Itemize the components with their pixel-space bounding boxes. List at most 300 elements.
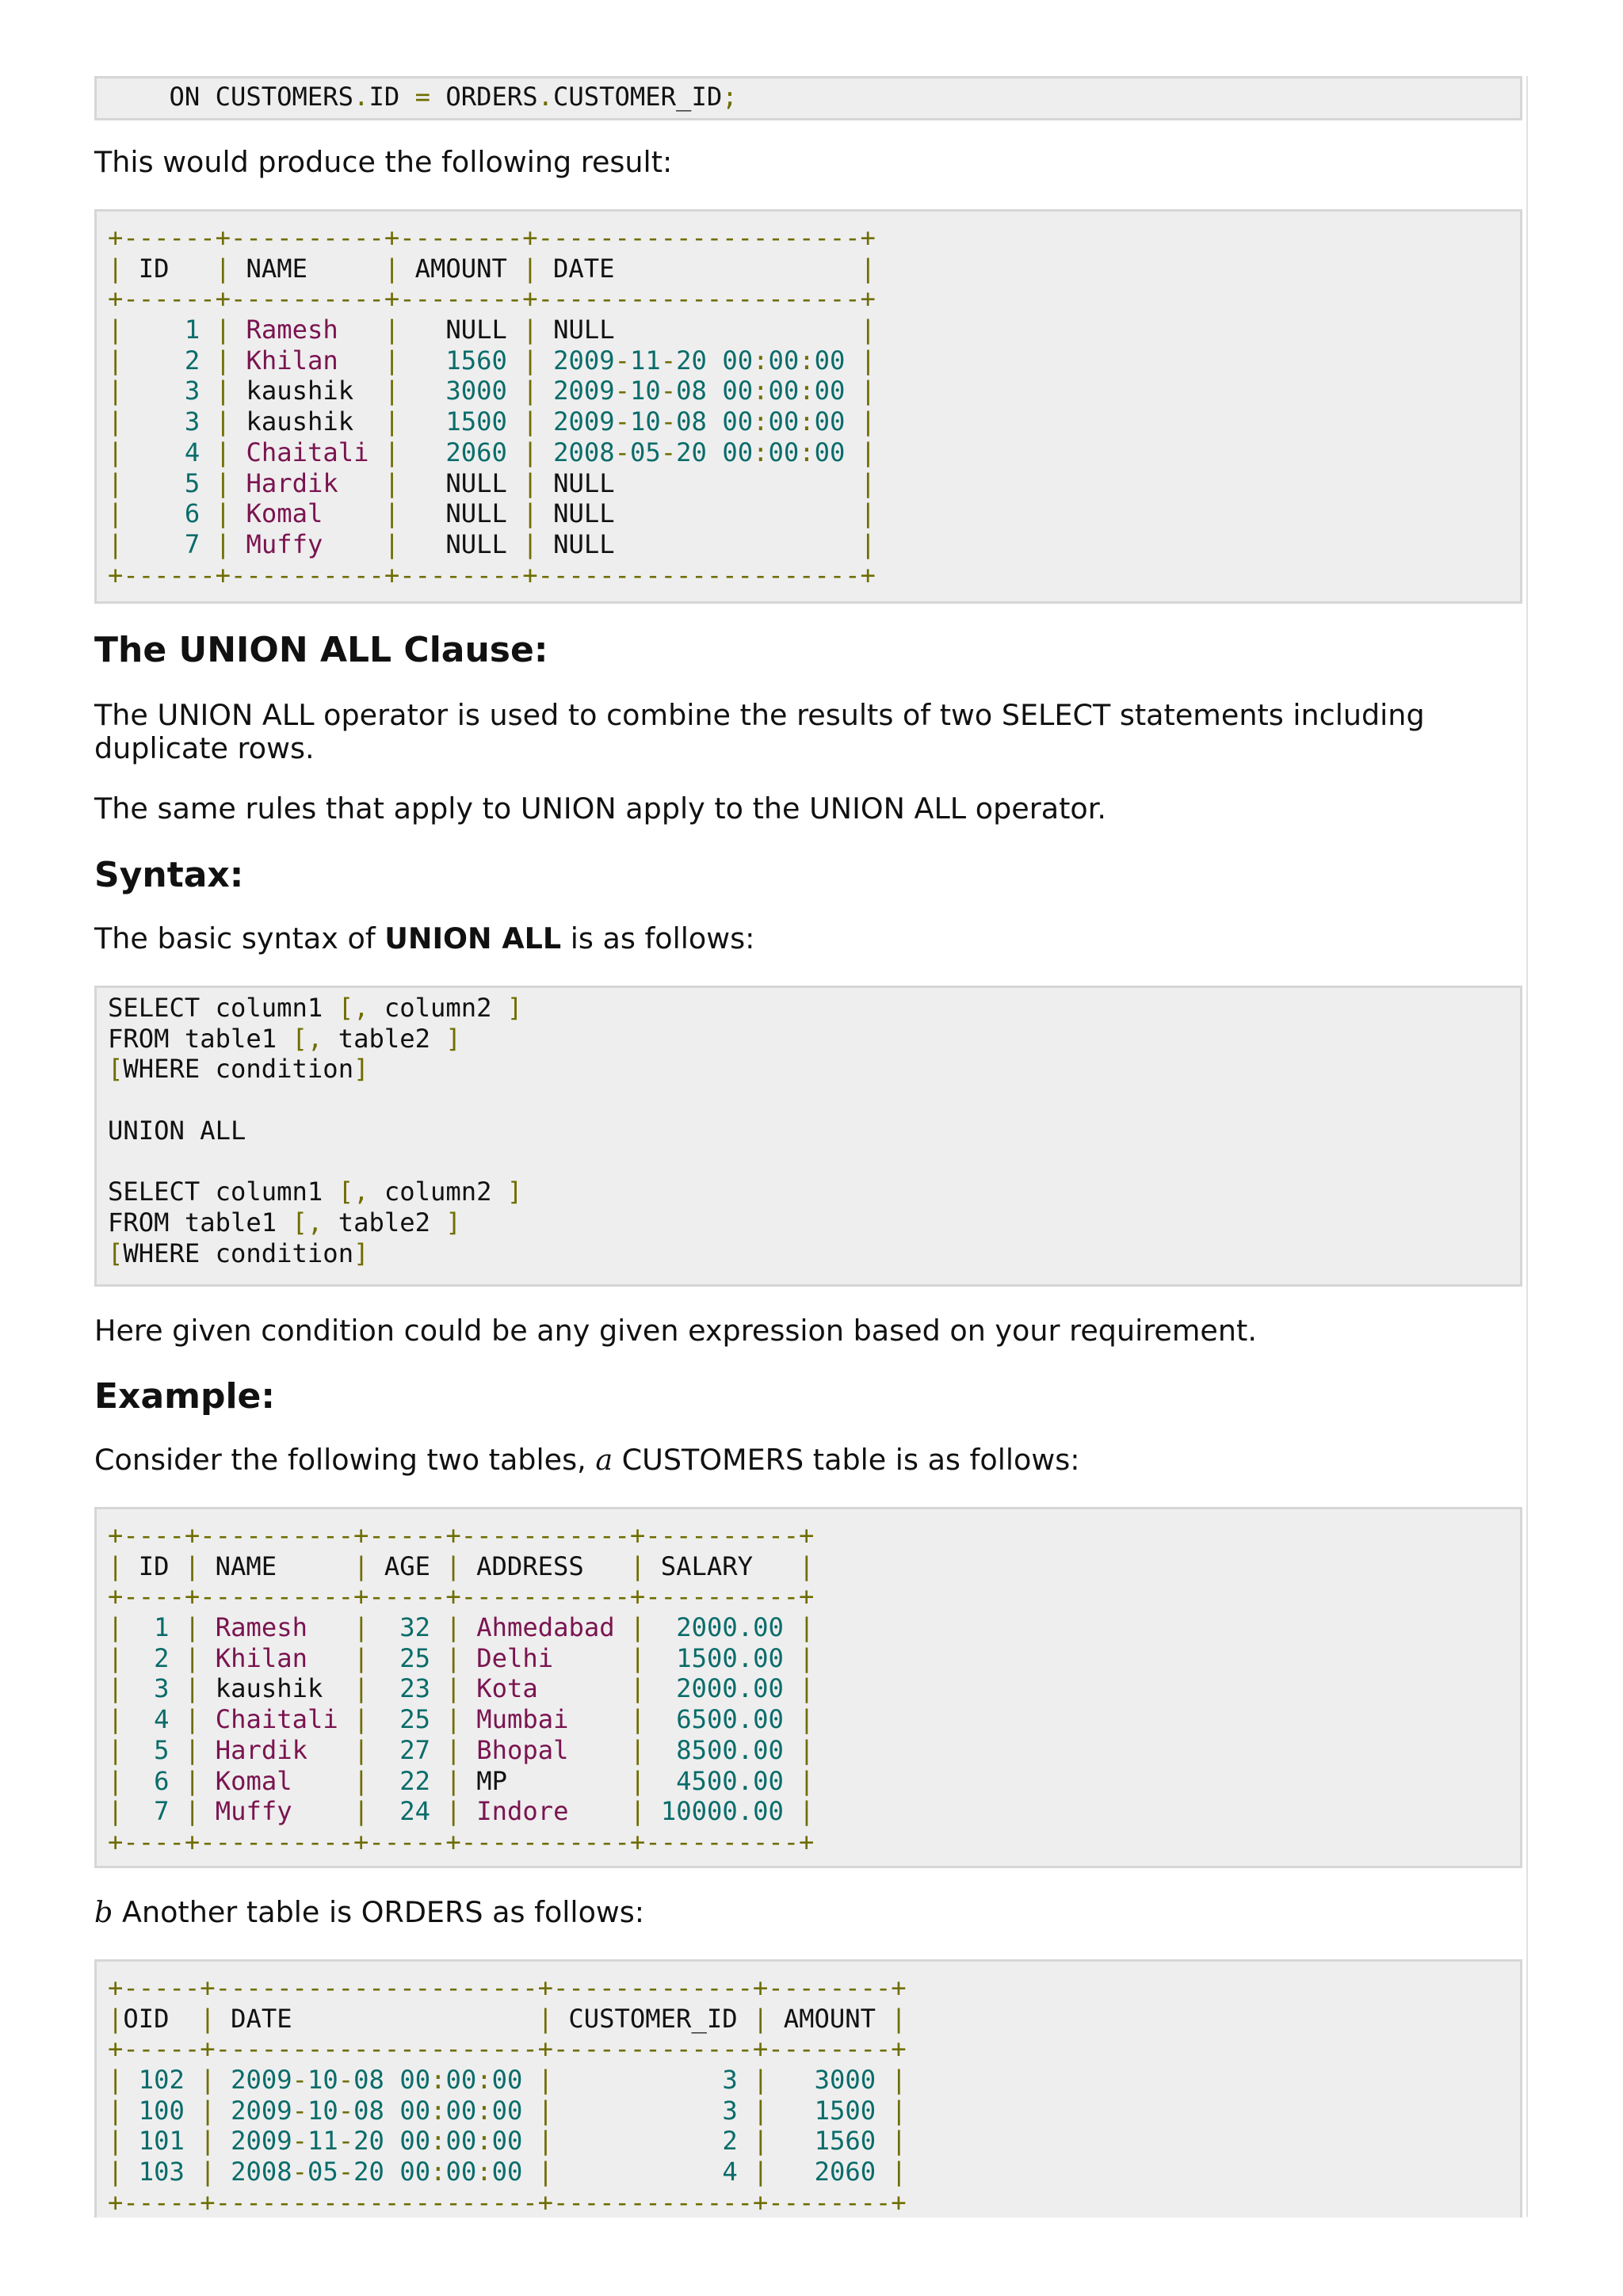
- code-token: [323, 529, 384, 559]
- code-token: Mumbai: [476, 1704, 569, 1735]
- example-intro-tail: CUSTOMERS table is as follows:: [613, 1443, 1080, 1477]
- code-token: [216, 2065, 231, 2095]
- code-line: [108, 82, 1520, 113]
- code-token: 2009: [231, 2065, 292, 2096]
- code-token: table2: [323, 1023, 446, 1054]
- code-token: NAME: [200, 1550, 354, 1581]
- code-token: SALARY: [645, 1550, 800, 1581]
- code-token: +-----+---------------------+-------------+--------+: [108, 2034, 907, 2065]
- code-token: [784, 1704, 799, 1734]
- code-line: [108, 376, 1520, 406]
- code-token: [123, 498, 185, 528]
- code-token: |: [200, 2095, 216, 2126]
- code-token: |: [108, 253, 124, 284]
- code-token: [185, 2157, 200, 2187]
- code-token: [738, 2096, 753, 2126]
- code-token: [,: [292, 1023, 323, 1054]
- code-token: :: [799, 345, 815, 376]
- code-token: 2: [154, 1642, 170, 1673]
- code-token: 101: [138, 2126, 185, 2157]
- code-token: 6500.00: [676, 1704, 784, 1735]
- code-token: CUSTOMER_ID: [553, 82, 723, 112]
- code-token: [876, 2065, 891, 2095]
- code-token: [216, 2096, 231, 2126]
- paragraph-example-intro: [94, 1444, 1522, 1477]
- code-token: [123, 2065, 138, 2095]
- code-token: |: [200, 2003, 216, 2034]
- code-token: [369, 1766, 400, 1796]
- code-token: |: [184, 1673, 200, 1704]
- code-token: 1560: [814, 2126, 876, 2157]
- code-token: |: [353, 1673, 369, 1704]
- code-token: |: [445, 1796, 461, 1827]
- code-token: [645, 1704, 676, 1734]
- code-token: [170, 1643, 185, 1673]
- code-token: 1560: [445, 345, 507, 376]
- orders-marker-b: b: [94, 1895, 113, 1929]
- code-token: [461, 1704, 476, 1734]
- code-token: |: [630, 1734, 646, 1765]
- code-token: 00: [445, 2157, 477, 2187]
- code-token: 2060: [814, 2157, 876, 2187]
- code-token: 2009: [553, 345, 615, 376]
- code-token: :: [430, 2157, 446, 2187]
- code-token: OID: [123, 2003, 200, 2034]
- code-token: |: [184, 1704, 200, 1735]
- code-token: [231, 315, 246, 345]
- code-token: [338, 468, 384, 498]
- code-token: |: [384, 528, 400, 559]
- code-token: :: [476, 2126, 492, 2157]
- code-token: 5: [154, 1734, 170, 1765]
- code-token: [123, 2126, 138, 2156]
- code-token: -: [292, 2095, 307, 2126]
- code-token: 1500: [814, 2095, 876, 2126]
- code-line: [108, 437, 1520, 468]
- paragraph-union-all-definition: The UNION ALL operator is used to combine the results of two SELECT statements including duplicate rows.: [94, 698, 1425, 765]
- code-token: [430, 1735, 445, 1765]
- syntax-intro-tail: is as follows:: [561, 921, 755, 955]
- code-token: |: [522, 315, 538, 345]
- code-token: 10: [630, 406, 661, 437]
- code-token: [170, 1796, 185, 1826]
- code-token: 27: [399, 1734, 431, 1765]
- code-token: 00: [768, 437, 800, 467]
- code-token: +----+----------+-----+-----------+----------+: [108, 1826, 815, 1857]
- code-token: [522, 2126, 537, 2156]
- code-token: |: [108, 2003, 124, 2034]
- code-token: +-----+---------------------+-------------+--------+: [108, 1973, 907, 2003]
- code-token: |: [522, 528, 538, 559]
- code-token: -: [614, 345, 631, 376]
- code-token: |: [108, 315, 124, 345]
- code-token: |: [891, 2065, 907, 2096]
- code-token: |: [384, 406, 400, 437]
- code-token: 7: [154, 1796, 170, 1827]
- code-token: [538, 1673, 630, 1703]
- code-line: [108, 2096, 1520, 2126]
- code-token: [369, 1612, 400, 1642]
- code-token: |: [860, 406, 876, 437]
- code-token: 11: [307, 2126, 338, 2157]
- heading-union-all: The UNION ALL Clause:: [94, 630, 548, 670]
- code-token: [707, 406, 722, 437]
- code-token: [,: [338, 1177, 369, 1207]
- code-token: 00: [814, 437, 846, 467]
- code-token: NULL: [399, 498, 523, 529]
- code-token: SELECT column1: [108, 993, 338, 1023]
- code-token: |: [384, 253, 400, 284]
- code-token: [338, 315, 384, 345]
- code-token: 6: [154, 1765, 170, 1796]
- code-token: 22: [399, 1765, 431, 1796]
- code-token: 00: [491, 2157, 523, 2187]
- code-token: [123, 1612, 154, 1642]
- code-token: +-----+---------------------+-------------+--------+: [108, 2187, 907, 2218]
- code-token: 08: [353, 2065, 384, 2096]
- code-token: [430, 1673, 445, 1703]
- code-token: Hardik: [246, 467, 338, 498]
- code-token: [200, 498, 215, 528]
- code-token: |: [215, 253, 231, 284]
- code-token: |: [799, 1704, 815, 1735]
- code-token: |: [860, 467, 876, 498]
- code-token: kaushik: [231, 376, 384, 406]
- code-token: [461, 1673, 476, 1703]
- code-token: |: [799, 1796, 815, 1827]
- code-line: [108, 1177, 1520, 1207]
- code-token: Komal: [246, 498, 323, 529]
- code-token: Muffy: [246, 528, 323, 559]
- code-token: -: [338, 2126, 354, 2157]
- code-token: |: [108, 2095, 124, 2126]
- code-line: [108, 1766, 1520, 1797]
- code-token: |: [537, 2065, 554, 2096]
- code-token: [369, 437, 384, 467]
- code-token: kaushik: [200, 1673, 354, 1704]
- code-token: 3: [722, 2065, 738, 2096]
- code-token: |: [384, 315, 400, 345]
- code-token: [216, 2157, 231, 2187]
- code-token: |: [629, 1550, 646, 1581]
- code-token: 4: [154, 1704, 170, 1735]
- code-token: |: [753, 2126, 769, 2157]
- code-token: [507, 376, 522, 406]
- code-line: [108, 1238, 1520, 1269]
- code-token: [645, 1612, 676, 1642]
- code-token: 4: [722, 2157, 738, 2187]
- code-token: [615, 1612, 630, 1642]
- code-token: |: [630, 1704, 646, 1735]
- code-token: [216, 2126, 231, 2156]
- code-token: [553, 2096, 722, 2126]
- code-token: |: [215, 376, 231, 406]
- code-token: 5: [184, 467, 200, 498]
- code-token: -: [338, 2157, 354, 2187]
- syntax-intro-text: The basic syntax of: [94, 921, 385, 955]
- code-token: 24: [399, 1796, 431, 1827]
- code-token: ]: [506, 993, 523, 1023]
- code-token: |: [891, 2095, 907, 2126]
- code-token: |: [108, 2065, 124, 2096]
- code-token: [323, 498, 384, 528]
- code-token: [292, 1766, 354, 1796]
- page-right-rule: [1526, 76, 1528, 2217]
- code-token: 10: [307, 2065, 338, 2096]
- paragraph-orders-intro: [94, 1896, 1522, 1929]
- code-token: [430, 1766, 445, 1796]
- code-token: AGE: [369, 1550, 446, 1581]
- heading-example: Example:: [94, 1376, 275, 1417]
- code-line: [108, 2065, 1520, 2096]
- code-token: ]: [353, 1238, 369, 1268]
- code-token: [399, 376, 445, 406]
- code-token: |: [108, 467, 124, 498]
- code-token: |: [860, 376, 876, 406]
- code-token: [738, 2065, 753, 2095]
- code-token: 20: [353, 2157, 384, 2187]
- code-line: [108, 1520, 1520, 1551]
- code-token: [123, 468, 185, 498]
- code-token: 11: [630, 345, 661, 376]
- code-token: .: [353, 82, 369, 112]
- code-token: |: [200, 2126, 216, 2157]
- code-line: [108, 2157, 1520, 2187]
- code-token: 10: [630, 376, 661, 406]
- code-token: 00: [814, 376, 846, 406]
- code-token: 20: [353, 2126, 384, 2157]
- code-token: [538, 406, 553, 437]
- code-token: |: [215, 528, 231, 559]
- code-token: |: [522, 406, 538, 437]
- code-token: [384, 2126, 399, 2156]
- code-token: [845, 345, 860, 376]
- code-token: [845, 437, 860, 467]
- code-token: |: [630, 1673, 646, 1704]
- code-token: |: [537, 2157, 554, 2187]
- code-token: [399, 406, 445, 437]
- code-token: 102: [138, 2065, 185, 2096]
- code-token: [231, 529, 246, 559]
- code-token: WHERE condition: [123, 1238, 354, 1268]
- code-token: [769, 2096, 815, 2126]
- code-token: |: [215, 467, 231, 498]
- code-token: [769, 2157, 815, 2187]
- code-token: |: [184, 1550, 200, 1581]
- code-token: [707, 437, 722, 467]
- code-token: 10000.00: [660, 1796, 784, 1827]
- code-token: ADDRESS: [460, 1550, 630, 1581]
- code-token: [876, 2096, 891, 2126]
- code-token: |: [630, 1796, 646, 1827]
- code-token: [231, 437, 246, 467]
- code-token: |: [522, 376, 538, 406]
- code-token: 2: [184, 345, 200, 376]
- code-token: [123, 1643, 154, 1673]
- code-token: [369, 1704, 400, 1734]
- code-token: |: [537, 2095, 554, 2126]
- code-token: column2: [369, 1177, 507, 1207]
- code-token: |: [108, 406, 124, 437]
- code-token: -: [660, 406, 677, 437]
- code-line: [108, 345, 1520, 376]
- code-token: ;: [722, 82, 738, 112]
- code-line: [108, 1116, 1520, 1146]
- code-line: [108, 1612, 1520, 1643]
- code-token: ]: [445, 1207, 461, 1238]
- code-token: [200, 376, 215, 406]
- code-token: |: [215, 345, 231, 376]
- code-token: Chaitali: [246, 437, 369, 467]
- code-token: ]: [353, 1054, 369, 1085]
- code-token: [784, 1673, 799, 1703]
- code-token: |: [860, 528, 876, 559]
- code-token: [553, 2126, 722, 2156]
- code-token: 103: [138, 2157, 185, 2187]
- code-token: [123, 437, 185, 467]
- code-token: [569, 1704, 631, 1734]
- code-token: [538, 437, 553, 467]
- code-token: ID: [369, 82, 415, 112]
- code-token: 2000.00: [676, 1673, 784, 1704]
- code-block-customers-table: [94, 1507, 1522, 1868]
- code-token: |: [799, 1612, 815, 1643]
- code-token: 00: [445, 2065, 477, 2096]
- code-line: [108, 468, 1520, 499]
- code-token: kaushik: [231, 406, 384, 437]
- code-token: -: [614, 406, 630, 437]
- code-token: AMOUNT: [399, 253, 523, 284]
- code-token: [522, 2065, 537, 2095]
- code-token: |: [445, 1704, 461, 1735]
- code-token: 20: [676, 345, 707, 376]
- code-token: [200, 468, 215, 498]
- code-token: |: [353, 1704, 369, 1735]
- code-token: :: [753, 376, 769, 406]
- code-token: [200, 406, 215, 437]
- code-token: [707, 376, 722, 406]
- code-line: [108, 1643, 1520, 1674]
- code-token: 23: [399, 1673, 431, 1704]
- code-token: 25: [399, 1642, 431, 1673]
- code-token: NULL: [537, 528, 861, 559]
- code-token: [: [108, 1054, 124, 1085]
- code-token: |: [215, 406, 231, 437]
- code-token: [645, 1766, 676, 1796]
- code-token: 25: [399, 1704, 431, 1735]
- code-token: MP: [460, 1765, 631, 1796]
- code-token: NULL: [399, 467, 523, 498]
- code-token: 1: [184, 315, 200, 345]
- code-token: [522, 2096, 537, 2126]
- code-token: [369, 1796, 400, 1826]
- code-token: ID: [123, 1550, 185, 1581]
- code-token: [707, 345, 722, 376]
- code-token: |: [108, 376, 124, 406]
- code-token: [784, 1796, 799, 1826]
- code-token: -: [292, 2065, 307, 2096]
- code-line: [108, 1146, 1520, 1177]
- code-token: 00: [722, 376, 754, 406]
- code-token: :: [799, 406, 815, 437]
- code-token: [553, 2157, 722, 2187]
- code-token: |: [630, 1612, 646, 1643]
- code-token: 1500.00: [676, 1642, 784, 1673]
- code-token: NULL: [537, 498, 861, 529]
- code-token: 05: [307, 2157, 338, 2187]
- code-token: |: [108, 1673, 124, 1704]
- code-token: |: [184, 1642, 200, 1673]
- code-token: [738, 2126, 753, 2156]
- code-token: |: [860, 315, 876, 345]
- code-token: 08: [676, 406, 707, 437]
- code-token: [876, 2126, 891, 2156]
- orders-intro-tail: Another table is ORDERS as follows:: [113, 1895, 645, 1929]
- code-token: |: [860, 345, 876, 376]
- code-token: [200, 1796, 215, 1826]
- code-token: |: [108, 1704, 124, 1735]
- code-line: [108, 1024, 1520, 1055]
- code-token: [461, 1612, 476, 1642]
- code-token: |: [215, 315, 231, 345]
- code-token: [784, 1612, 799, 1642]
- code-token: [430, 1704, 445, 1734]
- code-token: |: [753, 2157, 769, 2187]
- code-token: NULL: [537, 315, 861, 345]
- code-token: 00: [722, 437, 754, 467]
- code-token: [369, 1643, 400, 1673]
- code-token: NULL: [537, 467, 861, 498]
- heading-syntax: Syntax:: [94, 855, 244, 895]
- code-token: [200, 529, 215, 559]
- code-token: 8500.00: [676, 1734, 784, 1765]
- code-token: [553, 1643, 630, 1673]
- code-token: :: [799, 437, 815, 467]
- code-token: |: [445, 1612, 461, 1643]
- code-token: [784, 1735, 799, 1765]
- code-token: 2060: [445, 437, 507, 467]
- code-line: [108, 254, 1520, 284]
- code-line: [108, 1054, 1520, 1085]
- code-token: NULL: [399, 315, 523, 345]
- code-token: -: [660, 376, 677, 406]
- code-token: |: [522, 437, 538, 467]
- code-token: 00: [722, 345, 754, 376]
- code-token: ORDERS: [430, 82, 538, 112]
- code-token: [200, 345, 215, 376]
- code-token: Bhopal: [476, 1734, 569, 1765]
- code-token: :: [430, 2095, 446, 2126]
- code-token: |: [108, 1550, 124, 1581]
- code-token: [200, 1704, 215, 1734]
- code-token: [,: [292, 1207, 323, 1238]
- code-token: |: [799, 1550, 815, 1581]
- paragraph-condition-note: Here given condition could be any given expression based on your requirement.: [94, 1314, 1257, 1348]
- code-token: 1: [154, 1612, 170, 1643]
- code-token: :: [753, 437, 769, 467]
- code-token: |: [108, 1796, 124, 1827]
- code-token: [200, 437, 215, 467]
- code-token: [123, 1766, 154, 1796]
- code-token: 00: [722, 406, 754, 437]
- code-token: :: [430, 2126, 446, 2157]
- code-token: :: [476, 2095, 492, 2126]
- code-token: [645, 1673, 676, 1703]
- code-block-join-tail: [94, 76, 1522, 120]
- code-token: Muffy: [215, 1796, 292, 1827]
- code-token: [338, 345, 384, 376]
- code-token: 32: [399, 1612, 431, 1643]
